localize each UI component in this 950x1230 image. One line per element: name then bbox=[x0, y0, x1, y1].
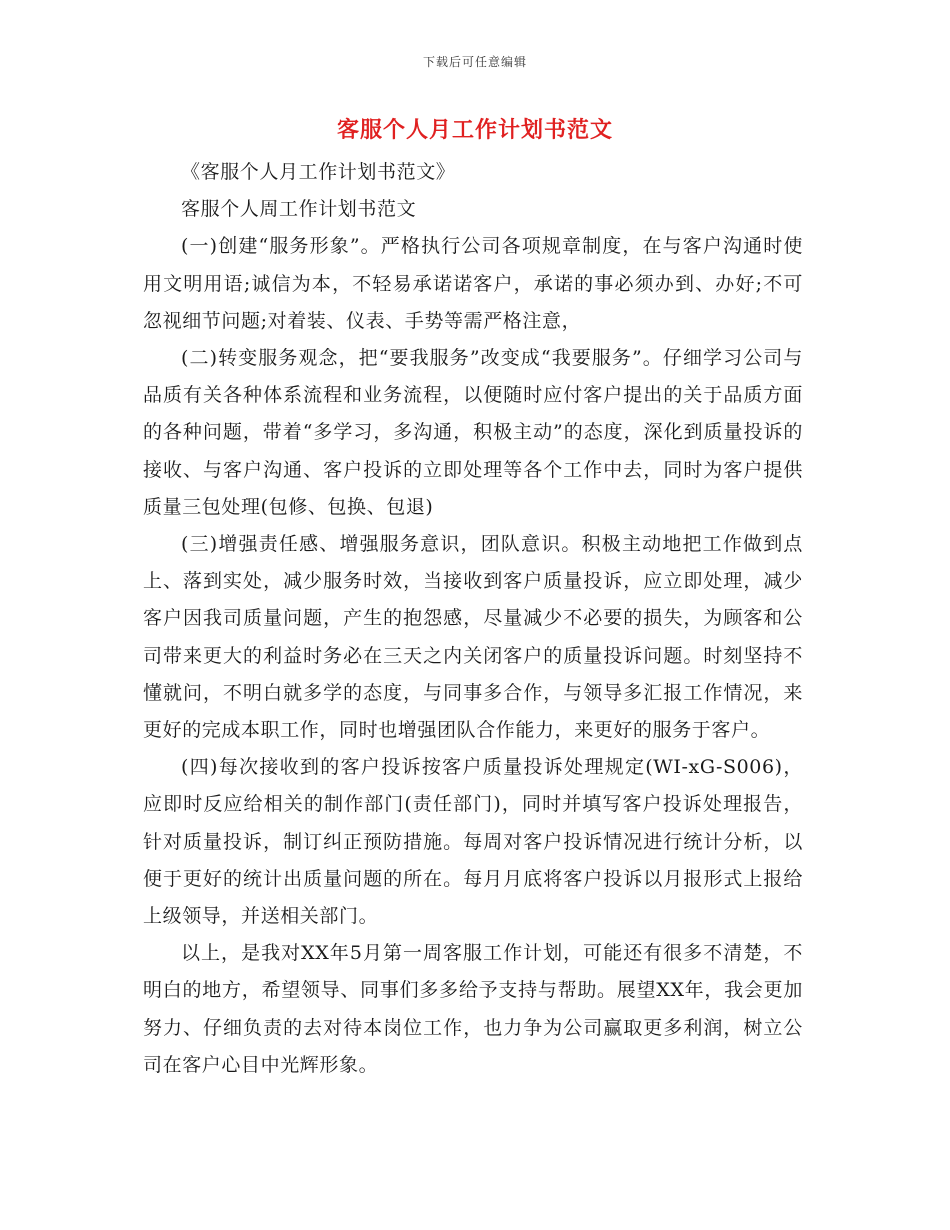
paragraph-section-2: (二)转变服务观念，把“要我服务”改变成“我要服务”。仔细学习公司与品质有关各种体系流程和业务流程，以便随时应付客户提出的关于品质方面的各种问题，带着“多学习，多沟通，积极主动”的态度，深化到质量投诉的接收、与客户沟通、客户投诉的立即处理等各个工作中去，同时为客户提供质量三包处理(包修、包换、包退) bbox=[143, 347, 803, 518]
download-note: 下载后可任意编辑 bbox=[422, 55, 527, 69]
paragraph-conclusion: 以上，是我对XX年5月第一周客服工作计划，可能还有很多不清楚，不明白的地方，希望领导、同事们多多给予支持与帮助。展望XX年，我会更加努力、仔细负责的去对待本岗位工作，也力争为公司赢取更多利润，树立公司在客户心目中光辉形象。 bbox=[143, 942, 803, 1076]
paragraph-section-3: (三)增强责任感、增强服务意识，团队意识。积极主动地把工作做到点上、落到实处，减少服务时效，当接收到客户质量投诉，应立即处理，减少客户因我司质量问题，产生的抱怨感，尽量减少不必要的损失，为顾客和公司带来更大的利益时务必在三天之内关闭客户的质量投诉问题。时刻坚持不懂就问，不明白就多学的态度，与同事多合作，与领导多汇报工作情况，来更好的完成本职工作，同时也增强团队合作能力，来更好的服务于客户。 bbox=[143, 533, 803, 742]
paragraph-section-4: (四)每次接收到的客户投诉按客户质量投诉处理规定(WI-xG-S006)，应即时反应给相关的制作部门(责任部门)，同时并填写客户投诉处理报告，针对质量投诉，制订纠正预防措施。每周对客户投诉情况进行统计分析，以便于更好的统计出质量问题的所在。每月月底将客户投诉以月报形式上报给上级领导，并送相关部门。 bbox=[143, 756, 803, 928]
document-body bbox=[143, 154, 803, 1084]
document-title: 客服个人月工作计划书范文 bbox=[336, 117, 613, 143]
paragraph-subtitle: 客服个人周工作计划书范文 bbox=[181, 198, 417, 221]
paragraph-section-1: (一)创建“服务形象”。严格执行公司各项规章制度，在与客户沟通时使用文明用语;诚信为本，不轻易承诺诺客户，承诺的事必须办到、办好;不可忽视细节问题;对着装、仪表、手势等需严格注意， bbox=[143, 235, 803, 332]
paragraph-book-title: 《客服个人月工作计划书范文》 bbox=[181, 161, 456, 183]
